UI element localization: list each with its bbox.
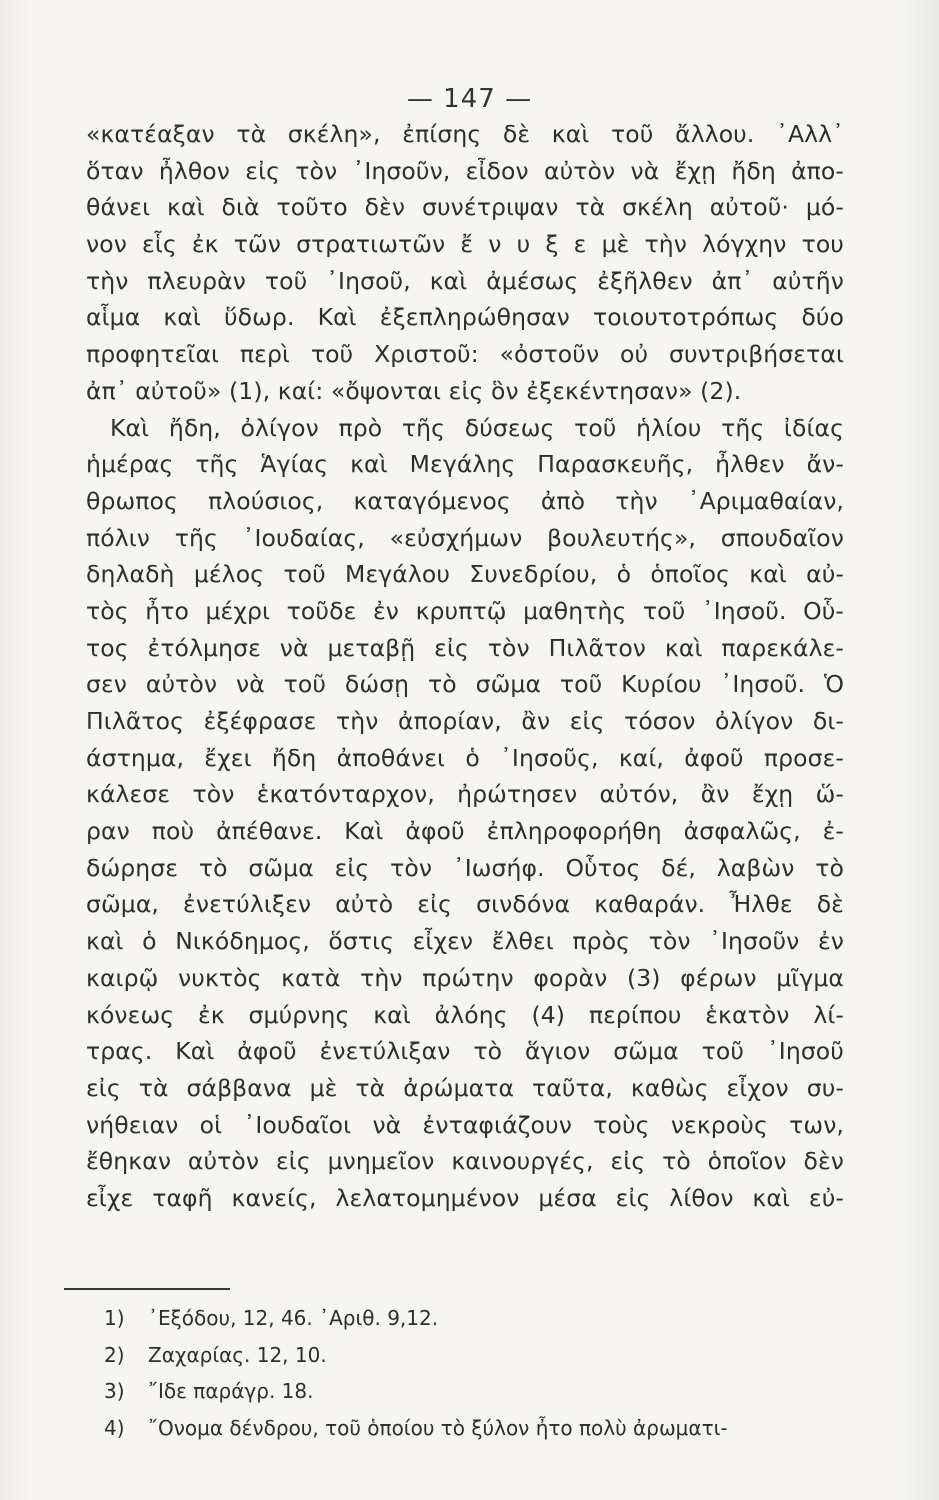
text-line: τος ἐτόλμησε νὰ μεταβῇ εἰς τὸν Πιλᾶτον καὶ παρεκάλε- <box>86 633 844 662</box>
text-line: δώρησε τὸ σῶμα εἰς τὸν ᾽Ιωσήφ. Οὗτος δέ, λαβὼν τὸ <box>86 853 844 882</box>
text-line: ἀπ᾽ αὐτοῦ» (1), καί: «ὄψονται εἰς ὃν ἐξεκέντησαν» (2). <box>86 376 742 405</box>
text-line: νήθειαν οἱ ᾽Ιουδαῖοι νὰ ἐνταφιάζουν τοὺς νεκροὺς των, <box>86 1110 844 1139</box>
text-line: ὅταν ἦλθον εἰς τὸν ᾽Ιησοῦν, εἶδον αὐτὸν νὰ ἔχῃ ἤδη ἀπο- <box>86 156 844 185</box>
text-line: τὸς ἦτο μέχρι τοῦδε ἐν κρυπτῷ μαθητὴς τοῦ ᾽Ιησοῦ. Οὗ- <box>86 596 844 625</box>
text-line: «κατέαξαν τὰ σκέλη», ἐπίσης δὲ καὶ τοῦ ἄλλου. ᾽Αλλ᾽ <box>86 120 844 148</box>
footnote <box>104 1337 844 1374</box>
footnote-number: 2) <box>104 1342 125 1367</box>
text-line: πόλιν τῆς ᾽Ιουδαίας, «εὐσχήμων βουλευτής», σπουδαῖον <box>86 523 844 552</box>
footnote-divider <box>64 1288 230 1290</box>
footnote <box>104 1373 844 1410</box>
footnotes <box>104 1300 844 1446</box>
text-line: σεν αὐτὸν νὰ τοῦ δώσῃ τὸ σῶμα τοῦ Κυρίου ᾽Ιησοῦ. Ὁ <box>86 670 844 699</box>
footnote <box>104 1410 844 1447</box>
text-line: θάνει καὶ διὰ τοῦτο δὲν συνέτριψαν τὰ σκέλη αὐτοῦ· μό- <box>86 193 844 222</box>
text-line: καὶ ὁ Νικόδημος, ὅστις εἶχεν ἔλθει πρὸς τὸν ᾽Ιησοῦν ἐν <box>86 927 844 956</box>
text-line: αἷμα καὶ ὕδωρ. Καὶ ἐξεπληρώθησαν τοιουτοτρόπως δύο <box>86 303 844 332</box>
footnote-number: 4) <box>104 1415 125 1440</box>
footnote <box>104 1300 844 1337</box>
text-line: εἶχε ταφῆ κανείς, λελατομημένον μέσα εἰς λίθον καὶ εὐ- <box>86 1183 844 1212</box>
text-line: σῶμα, ἐνετύλιξεν αὐτὸ εἰς σινδόνα καθαράν. Ἦλθε δὲ <box>86 890 844 919</box>
text-line: τρας. Καὶ ἀφοῦ ἐνετύλιξαν τὸ ἅγιον σῶμα τοῦ ᾽Ιησοῦ <box>86 1037 844 1066</box>
text-line: άστημα, ἔχει ἤδη ἀποθάνει ὁ ᾽Ιησοῦς, καί, ἀφοῦ προσε- <box>86 743 844 772</box>
footnote-text: ῎Ονομα δένδρου, τοῦ ὁποίου τὸ ξύλον ἦτο πολὺ ἀρωματι- <box>148 1415 728 1440</box>
text-line: τὴν πλευρὰν τοῦ ᾽Ιησοῦ, καὶ ἀμέσως ἐξῆλθεν ἀπ᾽ αὐτῆν <box>86 266 844 295</box>
text-line: θρωπος πλούσιος, καταγόμενος ἀπὸ τὴν ᾽Αριμαθαίαν, <box>86 486 844 515</box>
text-line: δηλαδὴ μέλος τοῦ Μεγάλου Συνεδρίου, ὁ ὁποῖος καὶ αὐ- <box>86 560 844 589</box>
text-line: προφητεῖαι περὶ τοῦ Χριστοῦ: «ὀστοῦν οὐ συντριβήσεται <box>86 340 844 369</box>
text-line: εἰς τὰ σάββανα μὲ τὰ ἀρώματα ταῦτα, καθὼς εἶχον συ- <box>86 1073 844 1102</box>
text-line: ἡμέρας τῆς Ἁγίας καὶ Μεγάλης Παρασκευῆς, ἦλθεν ἄν- <box>86 450 844 479</box>
text-line: ραν ποὺ ἀπέθανε. Καὶ ἀφοῦ ἐπληροφορήθη ἀσφαλῶς, ἐ- <box>86 817 844 846</box>
body-text <box>86 116 844 1217</box>
page-number: — 147 — <box>406 84 533 114</box>
text-line: ἔθηκαν αὐτὸν εἰς μνημεῖον καινουργές, εἰς τὸ ὁποῖον δὲν <box>86 1147 844 1176</box>
footnote-text: Ζαχαρίας. 12, 10. <box>148 1342 327 1367</box>
footnote-text: ῎Ιδε παράγρ. 18. <box>148 1379 314 1403</box>
text-line: Πιλᾶτος ἐξέφρασε τὴν ἀπορίαν, ἂν εἰς τόσον ὀλίγον δι- <box>86 707 844 735</box>
text-line: νον εἷς ἐκ τῶν στρατιωτῶν ἔ ν υ ξ ε μὲ τὴν λόγχην του <box>86 230 844 259</box>
footnote-number: 3) <box>104 1379 125 1403</box>
footnote-text: ᾽Εξόδου, 12, 46. ᾽Αριθ. 9,12. <box>148 1306 439 1330</box>
text-line: κάλεσε τὸν ἑκατόνταρχον, ἠρώτησεν αὐτόν, ἂν ἔχῃ ὥ- <box>86 780 844 809</box>
footnote-number: 1) <box>104 1306 125 1330</box>
text-line: καιρῷ νυκτὸς κατὰ τὴν πρώτην φορὰν (3) φέρων μῖγμα <box>86 963 844 992</box>
text-line: Καὶ ἤδη, ὀλίγον πρὸ τῆς δύσεως τοῦ ἡλίου τῆς ἰδίας <box>110 413 844 442</box>
text-line: κόνεως ἐκ σμύρνης καὶ ἀλόης (4) περίπου ἑκατὸν λί- <box>86 1000 844 1029</box>
